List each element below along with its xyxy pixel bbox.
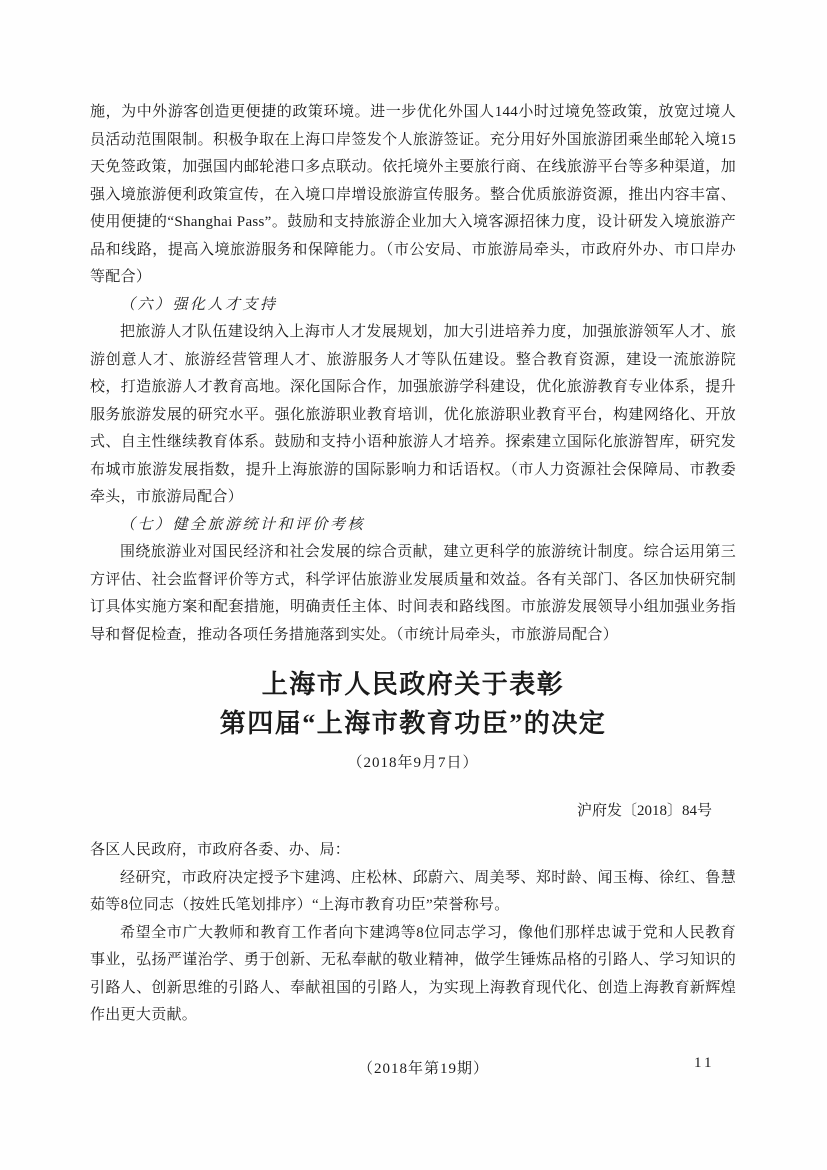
article-date: （2018年9月7日） — [347, 755, 479, 771]
article-title-line1: 上海市人民政府关于表彰 — [261, 670, 565, 699]
section-heading-7: （七）健全旅游统计和评价考核 — [120, 516, 366, 533]
paragraph-inbound-tourism-policy: 施，为中外游客创造更便捷的政策环境。进一步优化外国人144小时过境免签政策，放宽过境人员活动范围限制。积极争取在上海口岸签发个人旅游签证。充分用好外国旅游团乘坐邮轮入境15天免签政策，加强国内邮轮港口多点联动。依托境外主要旅行商、在线旅游平台等多种渠道，加强入境旅游便利政策宣传，在入境口岸增设旅游宣传服务。整合优质旅游资源，推出内容丰富、使用便捷的“Shanghai Pass”。鼓励和支持旅游企业加大入境客源招徕力度，设计研发入境旅游产品和线路，提高入境旅游服务和保障能力。（市公安局、市旅游局牵头，市政府外办、市口岸办等配合） — [90, 104, 736, 285]
paragraph-talent-support: 把旅游人才队伍建设纳入上海市人才发展规划，加大引进培养力度，加强旅游领军人才、旅游创意人才、旅游经营管理人才、旅游服务人才等队伍建设。整合教育资源，建设一流旅游院校，打造旅游人才教育高地。深化国际合作，加强旅游学科建设，优化旅游教育专业体系，提升服务旅游发展的研究水平。强化旅游职业教育培训，优化旅游职业教育平台，构建网络化、开放式、自主性继续教育体系。鼓励和支持小语种旅游人才培养。探索建立国际化旅游智库，研究发布城市旅游发展指数，提升上海旅游的国际影响力和话语权。（市人力资源社会保障局、市教委牵头，市旅游局配合） — [90, 324, 736, 505]
article-title-line2: 第四届“上海市教育功臣”的决定 — [219, 709, 607, 738]
footer-issue-label: （2018年第19期） — [358, 1061, 490, 1077]
paragraph-award: 经研究，市政府决定授予卞建鸿、庄松林、邱蔚六、周美琴、郑时龄、闻玉梅、徐红、鲁慧茹等8位同志（按姓氏笔划排序）“上海市教育功臣”荣誉称号。 — [90, 869, 736, 913]
decision-article — [90, 665, 736, 1030]
article-title — [90, 665, 736, 743]
section-heading-6: （六）强化人才支持 — [120, 296, 278, 313]
paragraph-hope: 希望全市广大教师和教育工作者向卞建鸿等8位同志学习，像他们那样忠诚于党和人民教育事业，弘扬严谨治学、勇于创新、无私奉献的敬业精神，做学生锤炼品格的引路人、学习知识的引路人、创新思维的引路人、奉献祖国的引路人，为实现上海教育现代化、创造上海教育新辉煌作出更大贡献。 — [90, 924, 736, 1023]
document-number: 沪府发〔2018〕84号 — [576, 803, 712, 819]
salutation: 各区人民政府，市政府各委、办、局： — [90, 842, 351, 858]
paragraph-statistics-evaluation: 围绕旅游业对国民经济和社会发展的综合贡献，建立更科学的旅游统计制度。综合运用第三方评估、社会监督评价等方式，科学评估旅游业发展质量和效益。各有关部门、各区加快研究制订具体实施方案和配套措施，明确责任主体、时间表和路线图。市旅游发展领导小组加强业务指导和督促检查，推动各项任务措施落到实处。（市统计局牵头，市旅游局配合） — [90, 544, 736, 643]
previous-article-continuation — [90, 99, 736, 649]
page-content — [90, 99, 736, 1030]
footer-page-number: 11 — [694, 1055, 715, 1071]
